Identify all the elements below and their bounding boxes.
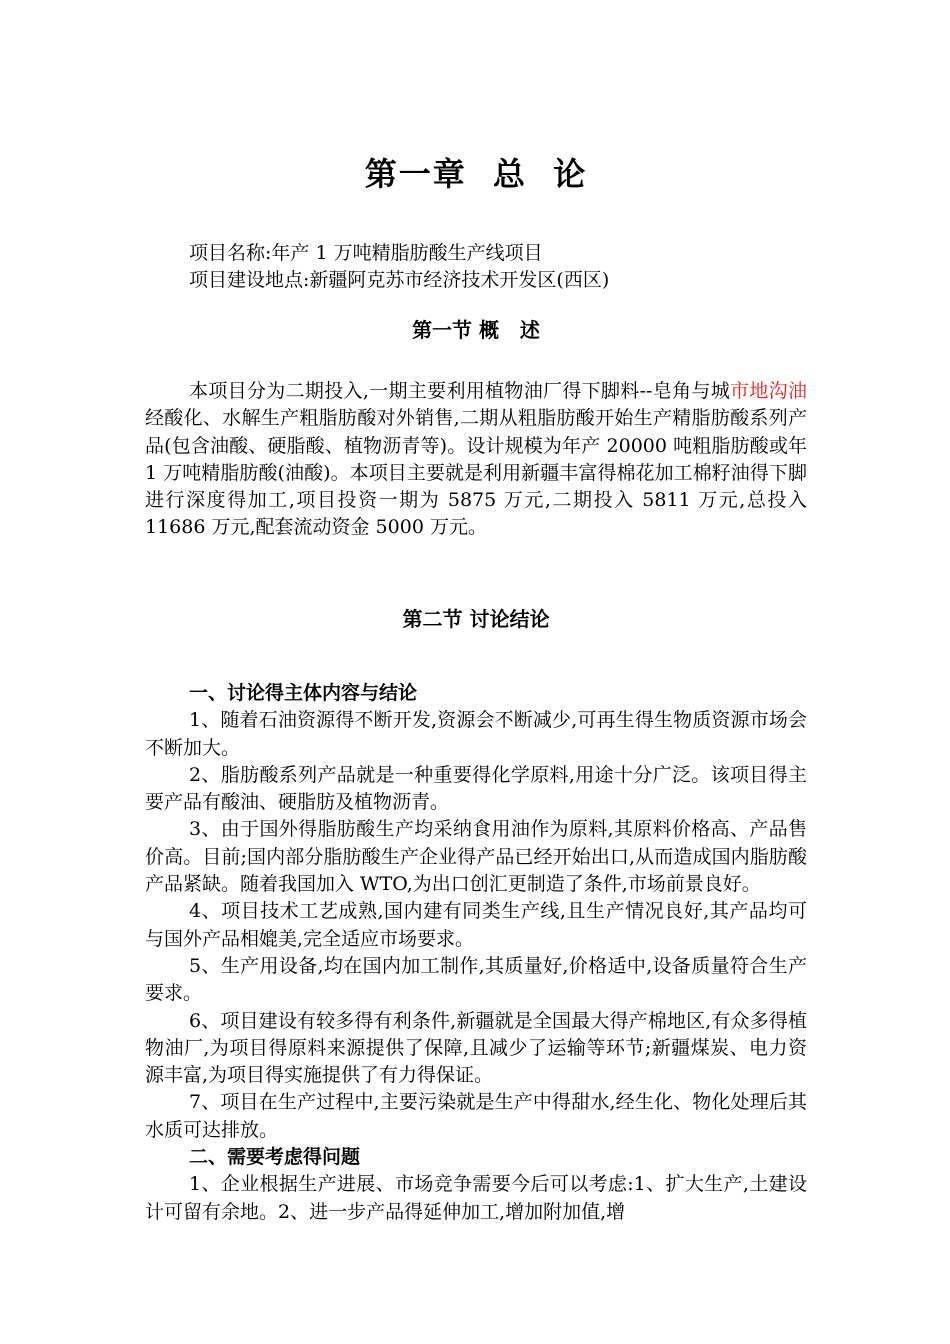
- project-info: [145, 240, 807, 294]
- conclusion-item: 3、由于国外得脂肪酸生产均采纳食用油作为原料,其原料价格高、产品售价高。目前;国内部分脂肪酸生产企业得产品已经开始出口,从而造成国内脂肪酸产品紧缺。随着我国加入 WTO,为出口创汇更制造了条件,市场前景良好。: [145, 818, 807, 896]
- conclusion-item: 5、生产用设备,均在国内加工制作,其质量好,价格适中,设备质量符合生产要求。: [145, 954, 807, 1005]
- conclusion-item: 6、项目建设有较多得有利条件,新疆就是全国最大得产棉地区,有众多得植物油厂,为项目得原料来源提供了保障,且减少了运输等环节;新疆煤炭、电力资源丰富,为项目得实施提供了有力得保证。: [145, 1009, 807, 1087]
- section-title-overview: 第一节 概 述: [412, 318, 540, 342]
- conclusion-item: 4、项目技术工艺成熟,国内建有同类生产线,且生产情况良好,其产品均可与国外产品相媲美,完全适应市场要求。: [145, 900, 807, 950]
- conclusion-item: 1、随着石油资源得不断开发,资源会不断减少,可再生得生物质资源市场会不断加大。: [145, 709, 807, 759]
- overview-highlight-text: 市地沟油: [730, 380, 807, 402]
- subheading-issues: 二、需要考虑得问题: [189, 1146, 361, 1169]
- project-name-line: 项目名称:年产 1 万吨精脂肪酸生产线项目: [189, 242, 543, 264]
- overview-text-part2: 经酸化、水解生产粗脂肪酸对外销售,二期从粗脂肪酸开始生产精脂肪酸系列产品(包含油酸、硬脂酸、植物沥青等)。设计规模为年产 20000 吨粗脂肪酸或年 1 万吨精脂肪酸(油酸)。本项目主要就是利用新疆丰富得棉花加工棉籽油得下脚进行深度得加工,项目投资一期为 5875 万元,二期投入 5811 万元,总投入 11686 万元,配套流动资金 5000 万元。: [145, 407, 807, 539]
- section-title-conclusion: 第二节 讨论结论: [402, 607, 550, 631]
- conclusion-block: [145, 680, 807, 1226]
- project-location-line: 项目建设地点:新疆阿克苏市经济技术开发区(西区): [189, 269, 610, 291]
- subheading-main-content: 一、讨论得主体内容与结论: [189, 682, 418, 704]
- conclusion-item: 2、脂肪酸系列产品就是一种重要得化学原料,用途十分广泛。该项目得主要产品有酸油、硬脂肪及植物沥青。: [145, 763, 807, 814]
- issues-paragraph: 1、企业根据生产进展、市场竞争需要今后可以考虑:1、扩大生产,土建设计可留有余地。2、进一步产品得延伸加工,增加附加值,增: [145, 1173, 807, 1223]
- chapter-title: 第一章 总 论: [364, 155, 588, 193]
- overview-block: [145, 378, 807, 542]
- overview-paragraph: [145, 378, 807, 542]
- conclusion-item: 7、项目在生产过程中,主要污染就是生产中得甜水,经生化、物化处理后其水质可达排放。: [145, 1091, 807, 1141]
- overview-text-part1: 本项目分为二期投入,一期主要利用植物油厂得下脚料--皂角与城: [189, 380, 731, 402]
